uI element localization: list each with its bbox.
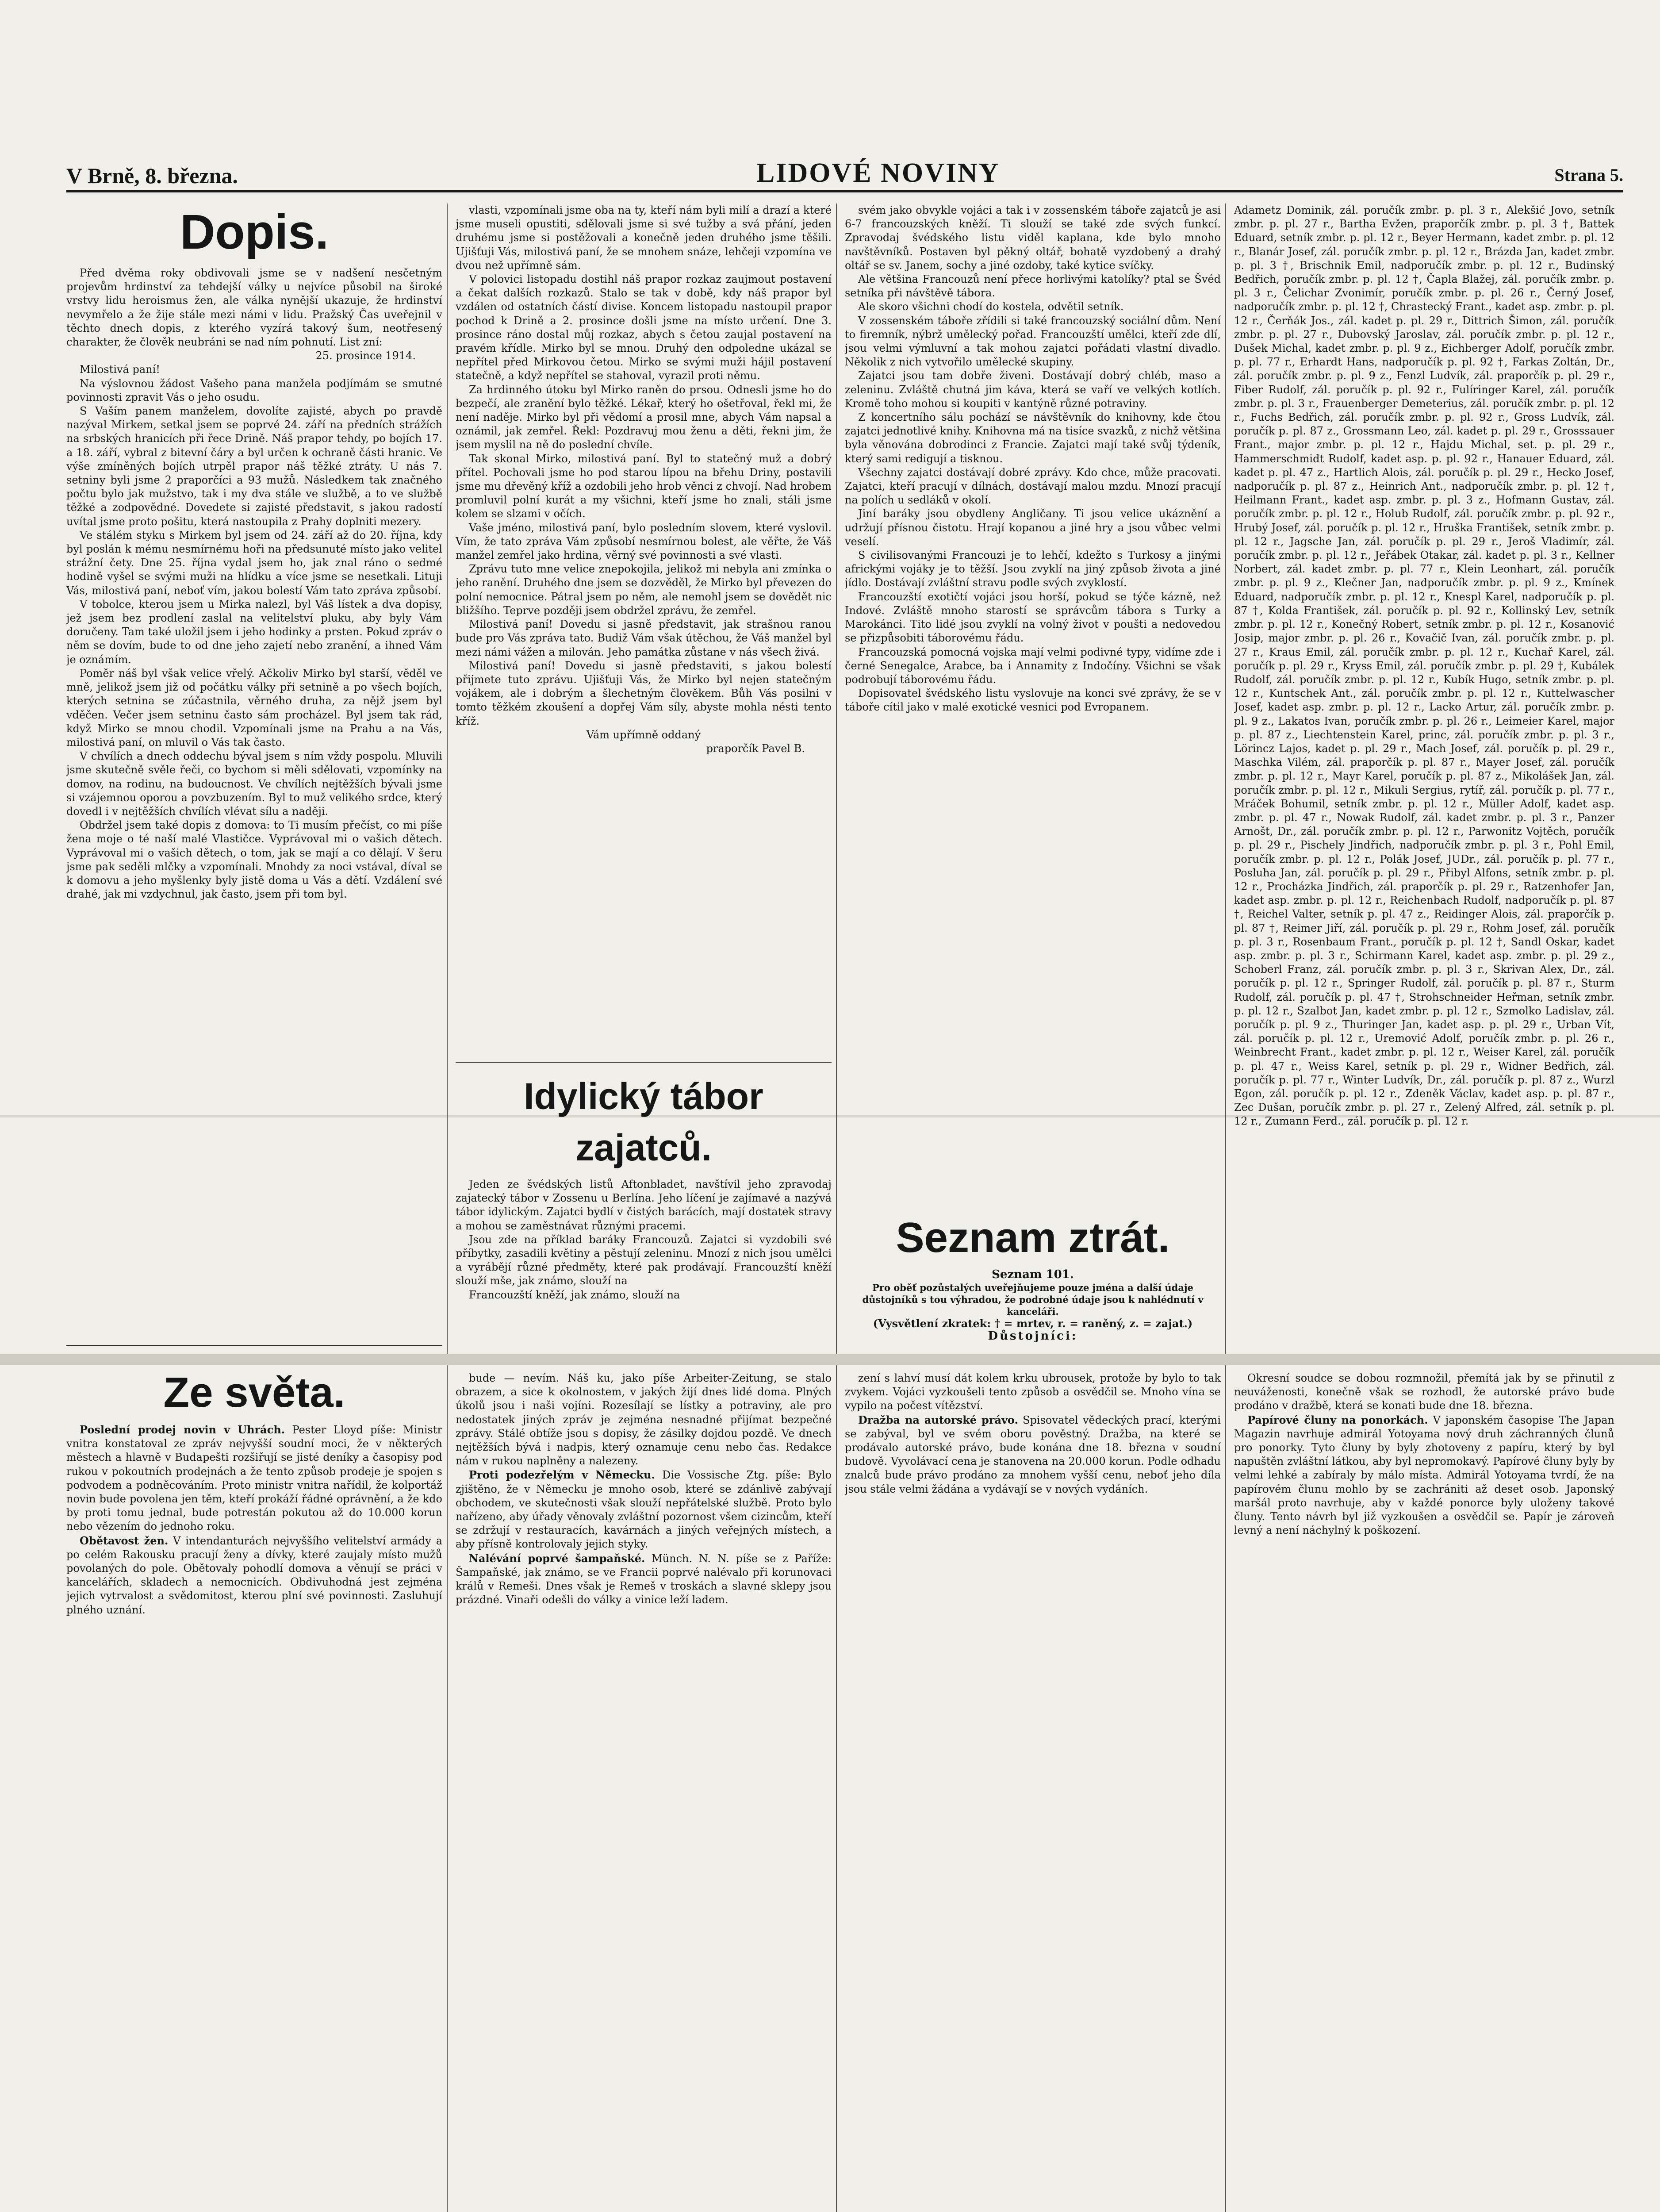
article-paragraph: Obdržel jsem také dopis z domova: to Ti musím přečíst, co mi píše žena moje o té naší malé Vlastičce. Vyprávoval mi o vašich dětech. Vyprávoval mi o vašich dětech, o tom, jak se mají a co dělají. V šeru jsme pak seděli mlčky a vzpomínali. Mnohdy za noci vstával, díval se k domovu a jeho myšlenky byly jistě doma u Vás a dětí. Vzdálení své drahé, jak mi vzdychnul, jak často, jsem při tom byl. — [66, 819, 442, 901]
letter-salutation: Milostivá paní! — [80, 363, 160, 376]
news-text: V intendanturách nejvyššího velitelství armády a po celém Rakousku pracují ženy a dívky, které zaujaly místo mužů povolaných do pole. Obětovaly pohodlí domova a věnují se práci v kancelářích, skladech a nemocnicích. Obdivuhodná jest zejména jejich vytrvalost a svědomitost, kterou plní své povinnosti. Zasluhují plného uznání. — [66, 1534, 442, 1616]
article-paragraph: S Vaším panem manželem, dovolíte zajisté, abych po pravdě nazýval Mirkem, setkal jsem se poprvé 24. září na předních strážích na srbských hranicích při řece Drině. Náš prapor tehdy, po bojích 17. a 18. září, vybral z bitevní čáry a byl určen k ochraně části hranic. Ve výše zmíněných bojích utrpěl prapor náš těžké ztráty. U nás 7. setniny byli jsme 2 praporčíci a 93 mužů. Následkem tak značného počtu bylo jak mužstvo, tak i my dva stále ve službě, a to ve službě těžké a zodpovědné. Dovedete si zajisté představit, s jakou radostí uvítal jsme proto pošitu, která nastoupila z Prahy doplniti mezery. — [66, 405, 442, 528]
article-paragraph: Zprávu tuto mne velice znepokojila, jelikož mi nebyla ani zmínka o jeho ranění. Druhého dne jsem se dozvěděl, že Mirko byl převezen do polní nemocnice. Pátral jsem po něm, ale nemohl jsem se dovědět nic bližšího. Teprve později jsem obdržel zprávu, že zemřel. — [456, 563, 832, 617]
article-ze-sveta — [66, 1367, 442, 2212]
letter-closing: Vám upřímně oddaný — [586, 728, 701, 741]
news-text: Okresní soudce se dobou rozmnožil, přemítá jak by se přinutil z neuváženosti, konečně však se rozhodl, že autorské právo bude prodáno v dražbě, která se konati bude dne 18. března. — [1234, 1372, 1614, 1412]
article-paragraph: V polovici listopadu dostihl náš prapor rozkaz zaujmout postavení a čekat dalších rozkazů. Stalo se tak v době, kdy náš prapor byl vzdálen od ostatních částí divise. Koncem listopadu nastoupil prapor pochod k Drině a 2. prosince došli jsme na místo určení. Dne 3. prosince ráno dostal můj rozkaz, abych s četou zaujal postavení na pravém křídle. Mirko byl se mnou. Druhý den odpoledne ukázal se nepřítel před Mirkovou četou. Mirko se svými muži hájil postavení statečně, a když nepřítel se stahoval, vyrazil proti němu. — [456, 273, 832, 382]
article-paragraph: Před dvěma roky obdivovali jsme se v nadšení nesčetným projevům hrdinství za tehdejší války u nejvíce působil na široké vrstvy lidu heroismus žen, ale válka nynější ukazuje, že hrdinství nevymřelo a že žije stále mezi námi v lidu. Pražský Čas uveřejnil v těchto dnech dopis, z kterého vyzírá takový šum, neotřesený charakter, že člověk neubráni se nad ním pohnutí. List zní: — [66, 267, 442, 349]
column-rule — [1225, 204, 1226, 2212]
article-paragraph: Za hrdinného útoku byl Mirko raněn do prsou. Odnesli jsme ho do bezpečí, ale zranění bylo těžké. Lékař, který ho ošetřoval, řekl mi, že není naděje. Mirko byl při vědomí a prosil mne, abych Vám napsal a oznámil, jak zemřel. Řekl: Pozdravuj mou ženu a děti, řekni jim, že jsem myslil na ně do poslední chvíle. — [456, 383, 832, 451]
article-paragraph: Jeden ze švédských listů Aftonbladet, navštívil jeho zpravodaj zajatecký tábor v Zossenu u Berlína. Jeho líčení je zajímavé a nazývá tábor idylickým. Zajatci bydlí v čistých barácích, mají dostatek stravy a mohou se zaměstnávat různými pracemi. — [456, 1178, 832, 1232]
news-text: Pester Lloyd píše: Ministr vnitra konstatoval ze zpráv nejvyšší soudní moci, že v některých městech a hlavně v Budapešti rozšiřují se jisté deníky a časopisy pod rukou v pokoutních prodejnách a že tento způsob prodeje je spojen s podvodem a podněcováním. Proto ministr vnitra nařídil, že kolportáž novin bude povolena jen těm, kteří prokáží řádné oprávnění, a že kdo by proti tomu jednal, bude potrestán pokutou až do 10.000 korun nebo vězením do jednoho roku. — [66, 1424, 442, 1533]
article-paragraph: Ale většina Francouzů není přece horlivými katolíky? ptal se Švéd setníka při návštěvě tábora. — [845, 273, 1221, 300]
masthead-title: LIDOVÉ NOVINY — [756, 158, 1000, 188]
news-headline: Dražba na autorské právo. — [858, 1413, 1018, 1426]
article-paragraph: Ale skoro všichni chodí do kostela, odvětil setník. — [858, 300, 1124, 313]
news-text: Die Vossische Ztg. píše: Bylo zjištěno, že v Německu je mnoho osob, které se zdánlivě zabývají obchodem, ve skutečnosti však slouží nepřátelské službě. Proto bylo nařízeno, aby úřady věnovaly zvláštní pozornost všem cizincům, kteří se zdržují v restauracích, kavárnách a jiných veřejných místech, a aby přísně kontrolovaly jejich styky. — [456, 1469, 832, 1551]
article-paragraph: Zajatci jsou tam dobře živeni. Dostávají dobrý chléb, maso a zeleninu. Zvláště chutná jim káva, která se vaří ve velkých kotlích. Kromě toho mohou si koupiti v kantýně různé potraviny. — [845, 369, 1221, 410]
article-paragraph: Jsou zde na příklad baráky Francouzů. Zajatci si vyzdobili své příbytky, zasadili květiny a pěstují zeleninu. Mnozí z nich jsou umělci a vyrábějí různé předměty, které pak prodávají. Francouzští kněží slouží mše, jak známo, slouží na — [456, 1233, 832, 1287]
casualty-list — [1234, 204, 1614, 1345]
paper-fold-shadow — [0, 1354, 1660, 1365]
list-legend: (Vysvětlení zkratek: † = mrtev, r. = raněný, z. = zajat.) — [873, 1317, 1193, 1330]
article-paragraph: Jiní baráky jsou obydleny Angličany. Ti jsou velice ukáznění a udržují přísnou čistotu. Hrají kopanou a jiné hry a jsou vůbec velmi veselí. — [845, 507, 1221, 548]
article-paragraph: Ve stálém styku s Mirkem byl jsem od 24. září až do 20. října, kdy byl poslán k mému nesmírnému hoři na předsunuté místo jako velitel strážní čety. Dne 25. října vydal jsem ho, jak znal ráno o sedmé hodině vyšel se svými muži na hlídku a více jsme se nesetkali. Lituji Vás, milostivá paní, neboť vím, jakou bolestí Vám tato zpráva způsobí. — [66, 529, 442, 597]
letter-signature: praporčík Pavel B. — [706, 742, 805, 755]
article-paragraph: Francouzští kněží, jak známo, slouží na — [469, 1288, 680, 1301]
article-paragraph: Francouzská pomocná vojska mají velmi podivné typy, vidíme zde i černé Senegalce, Arabce, ba i Annamity z Indočíny. Všichni se však podrobují táborovému řádu. — [845, 645, 1221, 686]
bottom-news-left — [456, 1371, 832, 2212]
section-divider — [66, 1345, 442, 1346]
list-section-heading: Důstojníci: — [988, 1329, 1078, 1343]
article-dopis-continued — [456, 204, 832, 1053]
article-paragraph: Francouzští exotičtí vojáci jsou horší, pokud se týče kázně, než Indové. Zvláště mnoho starostí se správcům tábora s Turky a Marokánci. Tito lidé jsou zvyklí na volný život v poušti a nedovedou se přizpůsobiti táborovému řádu. — [845, 590, 1221, 645]
article-paragraph: Všechny zajatci dostávají dobré zprávy. Kdo chce, může pracovati. Zajatci, kteří pracují v dílnách, dostávají malou mzdu. Mnozí pracují na polích u sedláků v okolí. — [845, 466, 1221, 507]
article-paragraph: Milostivá paní! Dovedu si jasně představit, jak strašnou ranou bude pro Vás zpráva tato. Budiž Vám však útěchou, že Váš manžel byl mezi námi vážen a milován. Jeho památka zůstane v nás všech živá. — [456, 618, 832, 658]
news-text: V japonském časopise The Japan Magazin navrhuje admirál Yotoyama nový druh záchranných člunů pro ponorky. Tyto čluny by byly zhotoveny z papíru, který by byl napuštěn zvláštní látkou, aby byl nepromokavý. Papírové čluny byly by velmi lehké a zabíraly by málo místa. Admirál Yotoyama tvrdí, že na papírovém člunu mohlo by se zachrániti až deset osob. Japonský maršál proto navrhuje, aby v každé ponorce byly uloženy takové čluny. Tento návrh byl již vyzkoušen a osvědčil se. Papír je zároveň levný a není náchylný k poškození. — [1234, 1413, 1614, 1537]
article-paragraph: Vaše jméno, milostivá paní, bylo posledním slovem, které vyslovil. Vím, že tato zpráva Vám způsobí nesmírnou bolest, ale věřte, že Váš manžel zemřel jako hrdina, věrný své povinnosti a své vlasti. — [456, 521, 832, 562]
column-rule — [447, 204, 448, 2212]
article-title: Idylický tábor zajatců. — [524, 1075, 763, 1168]
article-title: Dopis. — [180, 205, 329, 259]
article-paragraph: Dopisovatel švédského listu vyslovuje na konci své zprávy, že se v táboře cítil jako v malé exotické vesnici pod Evropanem. — [845, 687, 1221, 714]
news-headline: Proti podezřelým v Německu. — [469, 1468, 655, 1482]
bottom-news-middle — [845, 1371, 1221, 2212]
masthead-date: V Brně, 8. března. — [66, 163, 238, 188]
article-paragraph: Na výslovnou žádost Vašeho pana manžela podjímám se smutné povinnosti zpravit Vás o jeho osudu. — [66, 377, 442, 403]
news-headline: Poslední prodej novin v Uhrách. — [80, 1423, 285, 1436]
casualty-list-header — [845, 1212, 1221, 1345]
news-headline: Obětavost žen. — [80, 1534, 169, 1547]
article-paragraph: svém jako obvykle vojáci a tak i v zossenském táboře zajatců je asi 6-7 francouzských kněží. Ti slouží se také zde svých funkcí. Zpravodaj švédského listu viděl kaplana, kde bylo mnoho navštěvníků. Postaven byl pěkný oltář, bohatě vyzdobený a drahý oltář se sv. Janem, sochy a jiné ozdoby, také kytice svíčky. — [845, 204, 1221, 272]
news-headline: Papírové čluny na ponorkách. — [1247, 1413, 1428, 1426]
list-number: Seznam 101. — [992, 1268, 1074, 1281]
article-paragraph: Poměr náš byl však velice vřelý. Ačkoliv Mirko byl starší, věděl ve mně, jelikož jsem již od počátku války při setnině a po všech bojích, kterých setnina se zúčastnila, věrného druha, za nějž jsem byl vděčen. Večer jsem setninu často sám procházel. Byl jsem tak rád, když Mirko se mnou chodil. Vzpomínali jsme na Prahu a na Vás, milostivá paní, on mluvil o Vás tak často. — [66, 667, 442, 749]
article-paragraph: V zossenském táboře zřídili si také francouzský sociální dům. Není to firemník, nýbrž umělecký pořad. Francouzští umělci, kteří zde dlí, jsou velmi výmluvní a tak mohou zajatci pořádati vlastní divadlo. Několik z nich vytvořilo umělecké skupiny. — [845, 314, 1221, 369]
news-text: Münch. N. N. píše se z Paříže: Šampaňské, jak známo, se ve Francii poprvé nalévalo při korunovaci králů v Remeši. Dnes však je Remeš v troskách a slavné sklepy jsou prázdné. Vinaři odešli do války a vinice leží ladem. — [456, 1552, 832, 1606]
news-text: zení s lahví musí dát kolem krku ubrousek, protože by bylo to tak zvykem. Vojáci vyzkoušeli tento způsob a osvědčil se. Mnoho vína se vypilo na počest vítězství. — [845, 1372, 1221, 1412]
article-paragraph: V tobolce, kterou jsem u Mirka nalezl, byl Váš lístek a dva dopisy, jež jsem bez prodlení zaslal na velitelství pluku, aby byly Vám doručeny. Tam také uložil jsem i jeho hodinky a prsten. Pokud zpráv o něm se dovím, bude to od dne jeho zajetí nebo zranění, a ihned Vám je oznámím. — [66, 598, 442, 666]
article-idylicky-continued — [845, 204, 1221, 1212]
article-paragraph: V chvílích a dnech oddechu býval jsem s ním vždy pospolu. Mluvili jsme skutečně svěle řeči, co bychom si měli sdělovati, vzpomínky na domov, na rodinu, na budoucnost. Ve chvílích nejtěžších bývali jsme si vzájemnou oporou a povzbuzením. Byl to muž velikého srdce, který dovedl i v nejtěžších chvílích vlévat sílu a naději. — [66, 750, 442, 818]
news-headline: Nalévání poprvé šampaňské. — [469, 1551, 645, 1565]
list-note: Pro oběť pozůstalých uveřejňujeme pouze jména a další údaje důstojníků s tou výhradou, že podrobné údaje jsou k nahlédnutí v kanceláři. — [862, 1282, 1204, 1317]
masthead — [66, 159, 1623, 192]
news-text: Spisovatel vědeckých prací, kterými se zabýval, byl ve svém oboru pověstný. Dražba, na které se prodávalo autorské právo, bude konána dne 18. března v soudní budově. Vyvolávací cena je stanovena na 20.000 korun. Podle odhadu znalců bude právo prodáno za mnohem vyšší cenu, neboť jeho díla jsou stále velmi žádána a vydávají se v nových vydáních. — [845, 1413, 1221, 1495]
masthead-page-number: Strana 5. — [1554, 165, 1623, 185]
column-rule — [836, 204, 837, 2212]
article-paragraph: Z koncertního sálu pochází se návštěvník do knihovny, kde čtou zajatci jednotlivé knihy. Knihovna má na tisíce svazků, z nichž většina byla věnována dobrodinci z Francie. Zajatci mají také svůj týdeník, který sami redigují a tisknou. — [845, 411, 1221, 465]
section-title: Ze světa. — [163, 1369, 345, 1416]
bottom-news-right — [1234, 1371, 1614, 2212]
news-text: bude — nevím. Náš ku, jako píše Arbeiter-Zeitung, se stalo obrazem, a sice k okolnostem, v jakých žijí dnes lidé doma. Plných úkolů jsou i naši vojíni. Rozesílají se lístky a potraviny, ale pro nedostatek jiných zpráv je zejména nesnadné přijímat bezpečné zprávy. Stálé obtíže jsou s dopisy, že zásilky dojdou pozdě. Ve dnech nejtěžších bývá i nadpis, který oznamuje cenu nebo čas. Redakce nám v rukou naplněny a nalezeny. — [456, 1372, 832, 1467]
letter-date: 25. prosince 1914. — [315, 349, 416, 362]
article-dopis — [66, 204, 442, 1451]
article-paragraph: Milostivá paní! Dovedu si jasně představiti, s jakou bolestí přijmete tuto zprávu. Ujišťuji Vás, že Mirko byl nejen statečným vojákem, ale i dobrým a šlechetným člověkem. Bůh Vás posilni v tomto těžkém zkoušení a dopřej Vám síly, abyste mohla nésti tento kříž. — [456, 659, 832, 727]
section-title: Seznam ztrát. — [896, 1214, 1170, 1261]
article-paragraph: vlasti, vzpomínali jsme oba na ty, kteří nám byli milí a drazí a které jsme museli opustiti, sdělovali jsme si své tužby a svá přání, jeden druhému jsme si postěžovali a konečně jeden druhého jsme těšili. Ujišťuji Vás, milostivá paní, že se mnohem snáze, lehčeji vzpomína ve dvou než upřímně sám. — [456, 204, 832, 272]
article-paragraph: Tak skonal Mirko, milostivá paní. Byl to statečný muž a dobrý přítel. Pochovali jsme ho pod starou lípou na břehu Driny, postavili jsme mu dřevěný kříž a ozdobili jeho hrob věnci z chvojí. Nad hrobem promluvil polní kurát a my všichni, kteří jsme ho znali, stáli jsme kolem se slzami v očích. — [456, 452, 832, 520]
article-paragraph: S civilisovanými Francouzi je to lehčí, kdežto s Turkosy a jinými africkými vojáky je to těžší. Jsou zvyklí na jiný způsob života a jiné jídlo. Dostávají zvláštní stravu podle svých zvyklostí. — [845, 549, 1221, 589]
section-divider — [456, 1062, 832, 1063]
article-idylicky-tabor — [456, 1071, 832, 1345]
casualty-list-text: Adametz Dominik, zál. poručík zmbr. p. pl. 3 r., Alekšić Jovo, setník zmbr. p. pl. 27 r., Bartha Evžen, praporčík zmbr. p. pl. 3 †, Battek Eduard, setník zmbr. p. pl. 12 r., Beyer Hermann, kadet zmbr. p. pl. 12 r., Blanár Josef, zál. poručík zmbr. p. pl. 12 r., Brázda Jan, kadet zmbr. p. pl. 3 †, Brischnik Emil, nadporučík zmbr. p. pl. 12 r., Budinský Bedřich, poručík zmbr. p. pl. 12 †, Čapla Blažej, zál. poručík zmbr. p. pl. 3 r., Čelichar Zvonimír, poručík zmbr. p. pl. 26 r., Černý Josef, nadporučík zmbr. p. pl. 12 †, Chrastecký Frant., kadet asp. zmbr. p. pl. 12 r., Čerňák Jos., zál. kadet p. pl. 29 r., Dittrich Šimon, zál. poručík zmbr. p. pl. 27 r., Dubovský Jaroslav, zál. poručík zmbr. p. pl. 12 r., Dušek Michal, kadet zmbr. p. pl. 9 z., Eichberger Adolf, poručík zmbr. p. pl. 77 r., Erhardt Hans, nadporučík p. pl. 92 †, Farkas Zoltán, Dr., zál. poručík zmbr. p. pl. 9 z., Fenzl Ludvík, zál. praporčík p. pl. 29 r., Fiber Rudolf, zál. poručík p. pl. 92 r., Fulíringer Karel, zál. poručík zmbr. p. pl. 3 r., Frauenberger Demeterius, zál. poručík zmbr. p. pl. 12 r., Fuchs Bedřich, zál. poručík zmbr. p. pl. 92 r., Gross Ludvík, zál. poručík p. pl. 87 z., Grossmann Leo, zál. kadet p. pl. 29 r., Grosssauer Frant., major zmbr. p. pl. 12 r., Hajdu Michal, set. p. pl. 29 r., Hammerschmidt Rudolf, kadet asp. p. pl. 92 r., Hanauer Eduard, zál. kadet p. pl. 47 z., Hartlich Alois, zál. poručík p. pl. 29 r., Hecko Josef, nadporučík p. pl. 87 z., Heinrich Ant., nadporučík zmbr. p. pl. 12 †, Heilmann Frant., kadet asp. zmbr. p. pl. 3 z., Hofmann Gustav, zál. poručík zmbr. p. pl. 12 r., Holub Rudolf, zál. poručík zmbr. p. pl. 92 r., Hrubý Josef, zál. poručík p. pl. 12 r., Hruška František, setník zmbr. p. pl. 12 r., Jagsche Jan, zál. poručík p. pl. 29 r., Jeroš Vladimír, zál. poručík zmbr. p. pl. 12 r., Jeřábek Otakar, zál. kadet p. pl. 3 r., Kellner Norbert, zál. kadet zmbr. p. pl. 77 r., Klein Leonhart, zál. poručík zmbr. p. pl. 9 z., Klečner Jan, nadporučík zmbr. p. pl. 9 z., Kmínek Eduard, nadporučík zmbr. p. pl. 12 r., Knespl Karel, nadporučík p. pl. 87 †, Kolda František, zál. poručík p. pl. 92 r., Kollinský Lev, setník zmbr. p. pl. 12 r., Konečný Robert, setník zmbr. p. pl. 12 r., Kosanović Josip, major zmbr. p. pl. 26 r., Kovačič Ivan, zál. poručík zmbr. p. pl. 27 r., Kraus Emil, zál. poručík zmbr. p. pl. 12 r., Kuchař Karel, zál. poručík p. pl. 29 r., Kryss Emil, zál. poručík zmbr. p. pl. 29 †, Kubálek Rudolf, zál. poručík zmbr. p. pl. 12 r., Kubík Hugo, setník zmbr. p. pl. 12 r., Kuntschek Ant., zál. poručík zmbr. p. pl. 12 r., Kuttelwascher Josef, kadet asp. zmbr. p. pl. 12 r., Lacko Artur, zál. poručík zmbr. p. pl. 9 z., Lakatos Ivan, poručík zmbr. p. pl. 26 r., Leimeier Karel, major p. pl. 87 z., Liechtenstein Karel, princ, zál. poručík zmbr. p. pl. 3 r., Lörincz Lajos, kadet p. pl. 29 r., Mach Josef, zál. poručík p. pl. 29 r., Maschka Vilém, zál. praporčík p. pl. 87 r., Mayer Josef, zál. poručík zmbr. p. pl. 12 r., Mayr Karel, poručík p. pl. 87 z., Mikolášek Jan, zál. poručík zmbr. p. pl. 12 r., Mikuli Sergius, rytíř, zál. poručík p. pl. 77 r., Mráček Bohumil, setník zmbr. p. pl. 12 r., Müller Adolf, kadet asp. zmbr. p. pl. 47 r., Nowak Rudolf, zál. kadet zmbr. p. pl. 3 r., Panzer Arnošt, Dr., zál. poručík zmbr. p. pl. 12 r., Parwonitz Vojtěch, poručík p. pl. 29 r., Pischely Jindřich, nadporučík zmbr. p. pl. 3 r., Pohl Emil, poručík zmbr. p. pl. 12 r., Polák Josef, JUDr., zál. poručík p. pl. 77 r., Posluha Jan, zál. poručík p. pl. 29 r., Přibyl Alfons, setník zmbr. p. pl. 12 r., Procházka Jindřich, zál. praporčík p. pl. 29 r., Ratzenhofer Jan, kadet asp. zmbr. p. pl. 12 r., Reichenbach Rudolf, nadporučík p. pl. 87 †, Reichel Valter, setník p. pl. 47 z., Reidinger Alois, zál. praporčík p. pl. 87 †, Reimer Jiří, zál. poručík p. pl. 29 r., Rohm Josef, zál. poručík p. pl. 3 r., Rosenbaum Frant., poručík p. pl. 12 †, Sandl Oskar, kadet asp. zmbr. p. pl. 3 r., Schirmann Karel, kadet asp. zmbr. p. pl. 29 z., Schoberl Franz, zál. poručík zmbr. p. pl. 3 r., Skrivan Alex, Dr., zál. poručík p. pl. 12 r., Springer Rudolf, zál. poručík p. pl. 87 r., Sturm Rudolf, zál. poručík p. pl. 47 †, Strohschneider Heřman, setník zmbr. p. pl. 12 r., Szalbot Jan, kadet zmbr. p. pl. 12 r., Szmolko Ladislav, zál. poručík p. pl. 9 z., Thuringer Jan, kadet asp. p. pl. 29 r., Urban Vít, zál. poručík p. pl. 12 r., Uremović Adolf, poručík zmbr. p. pl. 26 r., Weinbrecht Frant., kadet zmbr. p. pl. 12 r., Weiser Karel, zál. poručík p. pl. 47 r., Weiss Karel, setník p. pl. 29 r., Widner Bedřich, zál. poručík p. pl. 77 r., Winter Ludvík, Dr., zál. poručík p. pl. 87 z., Wurzl Egon, zál. poručík p. pl. 12 r., Zdeněk Václav, kadet asp. p. pl. 87 r., Zec Dušan, poručík zmbr. p. pl. 27 r., Zelený Alfred, zál. setník p. pl. 12 r., Zumann Ferd., zál. poručík p. pl. 12 r. — [1234, 204, 1614, 1128]
